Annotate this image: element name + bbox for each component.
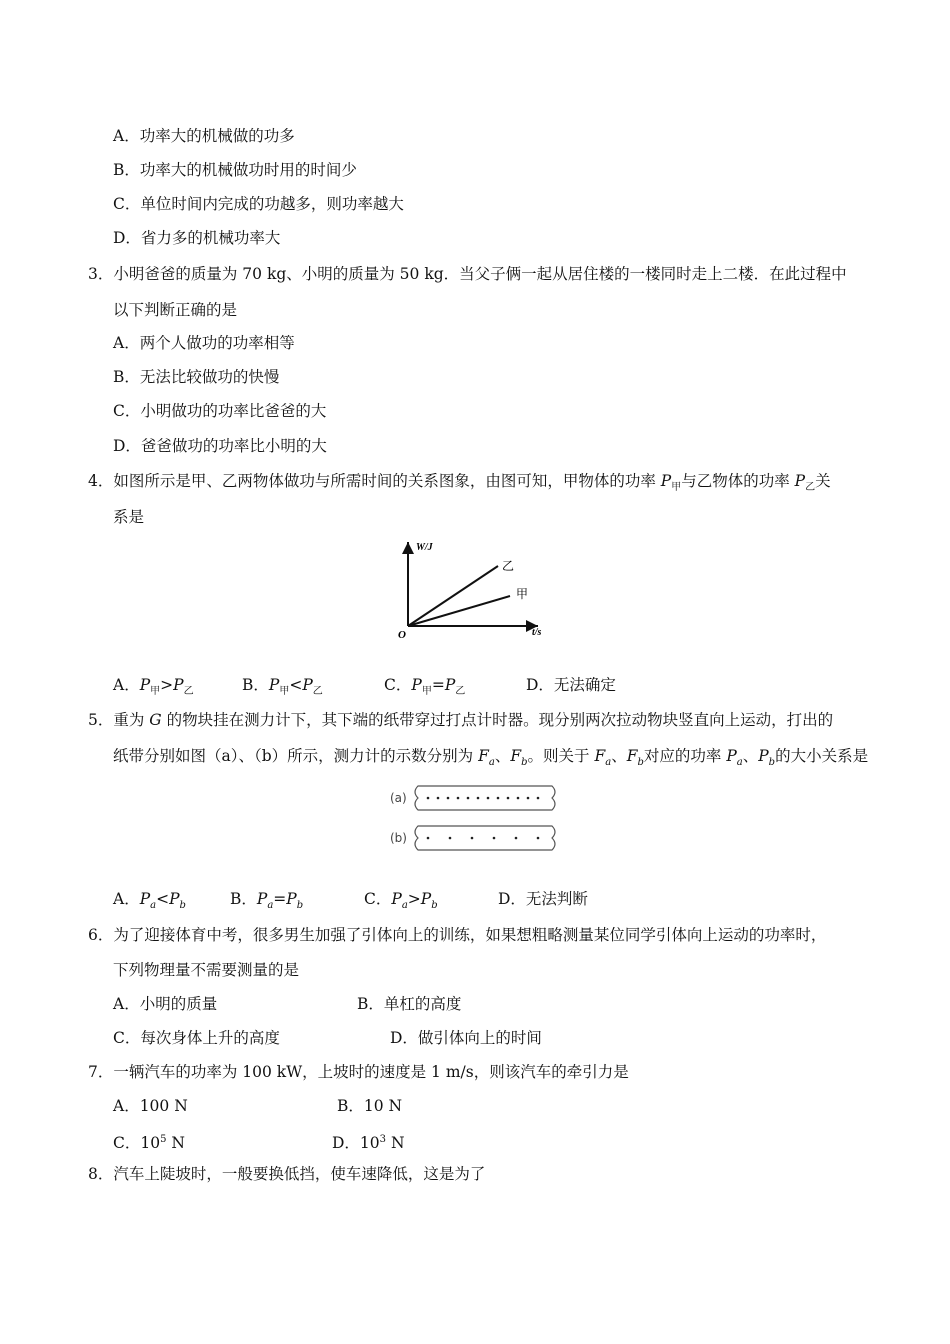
y-axis-label: W/J xyxy=(416,542,433,553)
q6-option-c: C．每次身体上升的高度 xyxy=(113,1029,280,1047)
work-time-graph xyxy=(392,536,552,642)
q5-option-c: C．$P_a>P_b$ xyxy=(364,890,438,912)
q7-option-a: A．100 N xyxy=(113,1097,188,1115)
line-yi-label: 乙 xyxy=(502,559,515,573)
q6-option-b: B．单杠的高度 xyxy=(357,995,462,1013)
q6-stem-line1: 6．为了迎接体育中考，很多男生加强了引体向上的训练，如果想粗略测量某位同学引体向上运动的功率时， xyxy=(88,926,827,944)
q5-option-a: A．$P_a<P_b$ xyxy=(113,890,186,912)
q5-stem-line1: 5．重为 G 的物块挂在测力计下，其下端的纸带穿过打点计时器。现分别两次拉动物块竖直向上运动，打出的 xyxy=(88,711,834,729)
q8-stem: 8．汽车上陡坡时，一般要换低挡，使车速降低，这是为了 xyxy=(88,1165,486,1183)
q3-option-a: A．两个人做功的功率相等 xyxy=(113,334,295,352)
q4-option-d: D．无法确定 xyxy=(526,676,616,694)
origin-label: O xyxy=(398,629,406,641)
q2-option-c: C．单位时间内完成的功越多，则功率越大 xyxy=(113,195,404,213)
q3-option-d: D．爸爸做功的功率比小明的大 xyxy=(113,437,327,455)
q2-option-b: B．功率大的机械做功时用的时间少 xyxy=(113,161,357,179)
q7-stem: 7．一辆汽车的功率为 100 kW，上坡时的速度是 1 m/s，则该汽车的牵引力是 xyxy=(88,1063,629,1081)
tape-b-dots xyxy=(427,837,540,840)
tape-b-label: (b) xyxy=(390,831,407,845)
line-yi xyxy=(408,566,498,626)
q3-option-b: B．无法比较做功的快慢 xyxy=(113,368,280,386)
q7-option-c: C．$10^5$ N xyxy=(113,1134,185,1153)
tape-a xyxy=(415,786,555,810)
line-jia xyxy=(408,596,510,626)
q3-stem-line2: 以下判断正确的是 xyxy=(113,301,238,319)
q7-option-b: B．10 N xyxy=(337,1097,403,1115)
x-axis-label: t/s xyxy=(532,627,542,638)
line-jia-label: 甲 xyxy=(516,587,529,601)
q2-option-d: D．省力多的机械功率大 xyxy=(113,229,281,247)
tape-b xyxy=(415,826,555,850)
q4-stem-line2: 系是 xyxy=(113,508,145,526)
tape-a-label: (a) xyxy=(390,791,407,805)
q4-stem-line1: 4．如图所示是甲、乙两物体做功与所需时间的关系图象，由图可知，甲物体的功率 $P_甲$与乙物体的功率 $P_乙$关 xyxy=(88,472,831,494)
paper-tape-figure xyxy=(388,780,560,860)
q5-option-d: D．无法判断 xyxy=(498,890,588,908)
q6-option-a: A．小明的质量 xyxy=(113,995,218,1013)
q4-option-b: B．$P_甲<P_乙$ xyxy=(242,676,323,698)
q5-option-b: B．$P_a=P_b$ xyxy=(230,890,304,912)
q7-option-d: D．$10^3$ N xyxy=(332,1134,405,1153)
q5-stem-line2: 纸带分别如图（a）、（b）所示，测力计的示数分别为 $F_a$、$F_b$。则关于 $F_a$、$F_b$对应的功率 $P_a$、$P_b$的大小关系是 xyxy=(113,747,869,769)
q3-option-c: C．小明做功的功率比爸爸的大 xyxy=(113,402,327,420)
tape-a-dots xyxy=(427,797,540,800)
q4-option-a: A．$P_甲>P_乙$ xyxy=(113,676,194,698)
q6-option-d: D．做引体向上的时间 xyxy=(390,1029,542,1047)
q6-stem-line2: 下列物理量不需要测量的是 xyxy=(113,961,300,979)
q3-stem-line1: 3．小明爸爸的质量为 70 kg、小明的质量为 50 kg．当父子俩一起从居住楼的一楼同时走上二楼．在此过程中 xyxy=(88,265,847,283)
q4-option-c: C．$P_甲=P_乙$ xyxy=(384,676,466,698)
q2-option-a: A．功率大的机械做的功多 xyxy=(113,127,295,145)
